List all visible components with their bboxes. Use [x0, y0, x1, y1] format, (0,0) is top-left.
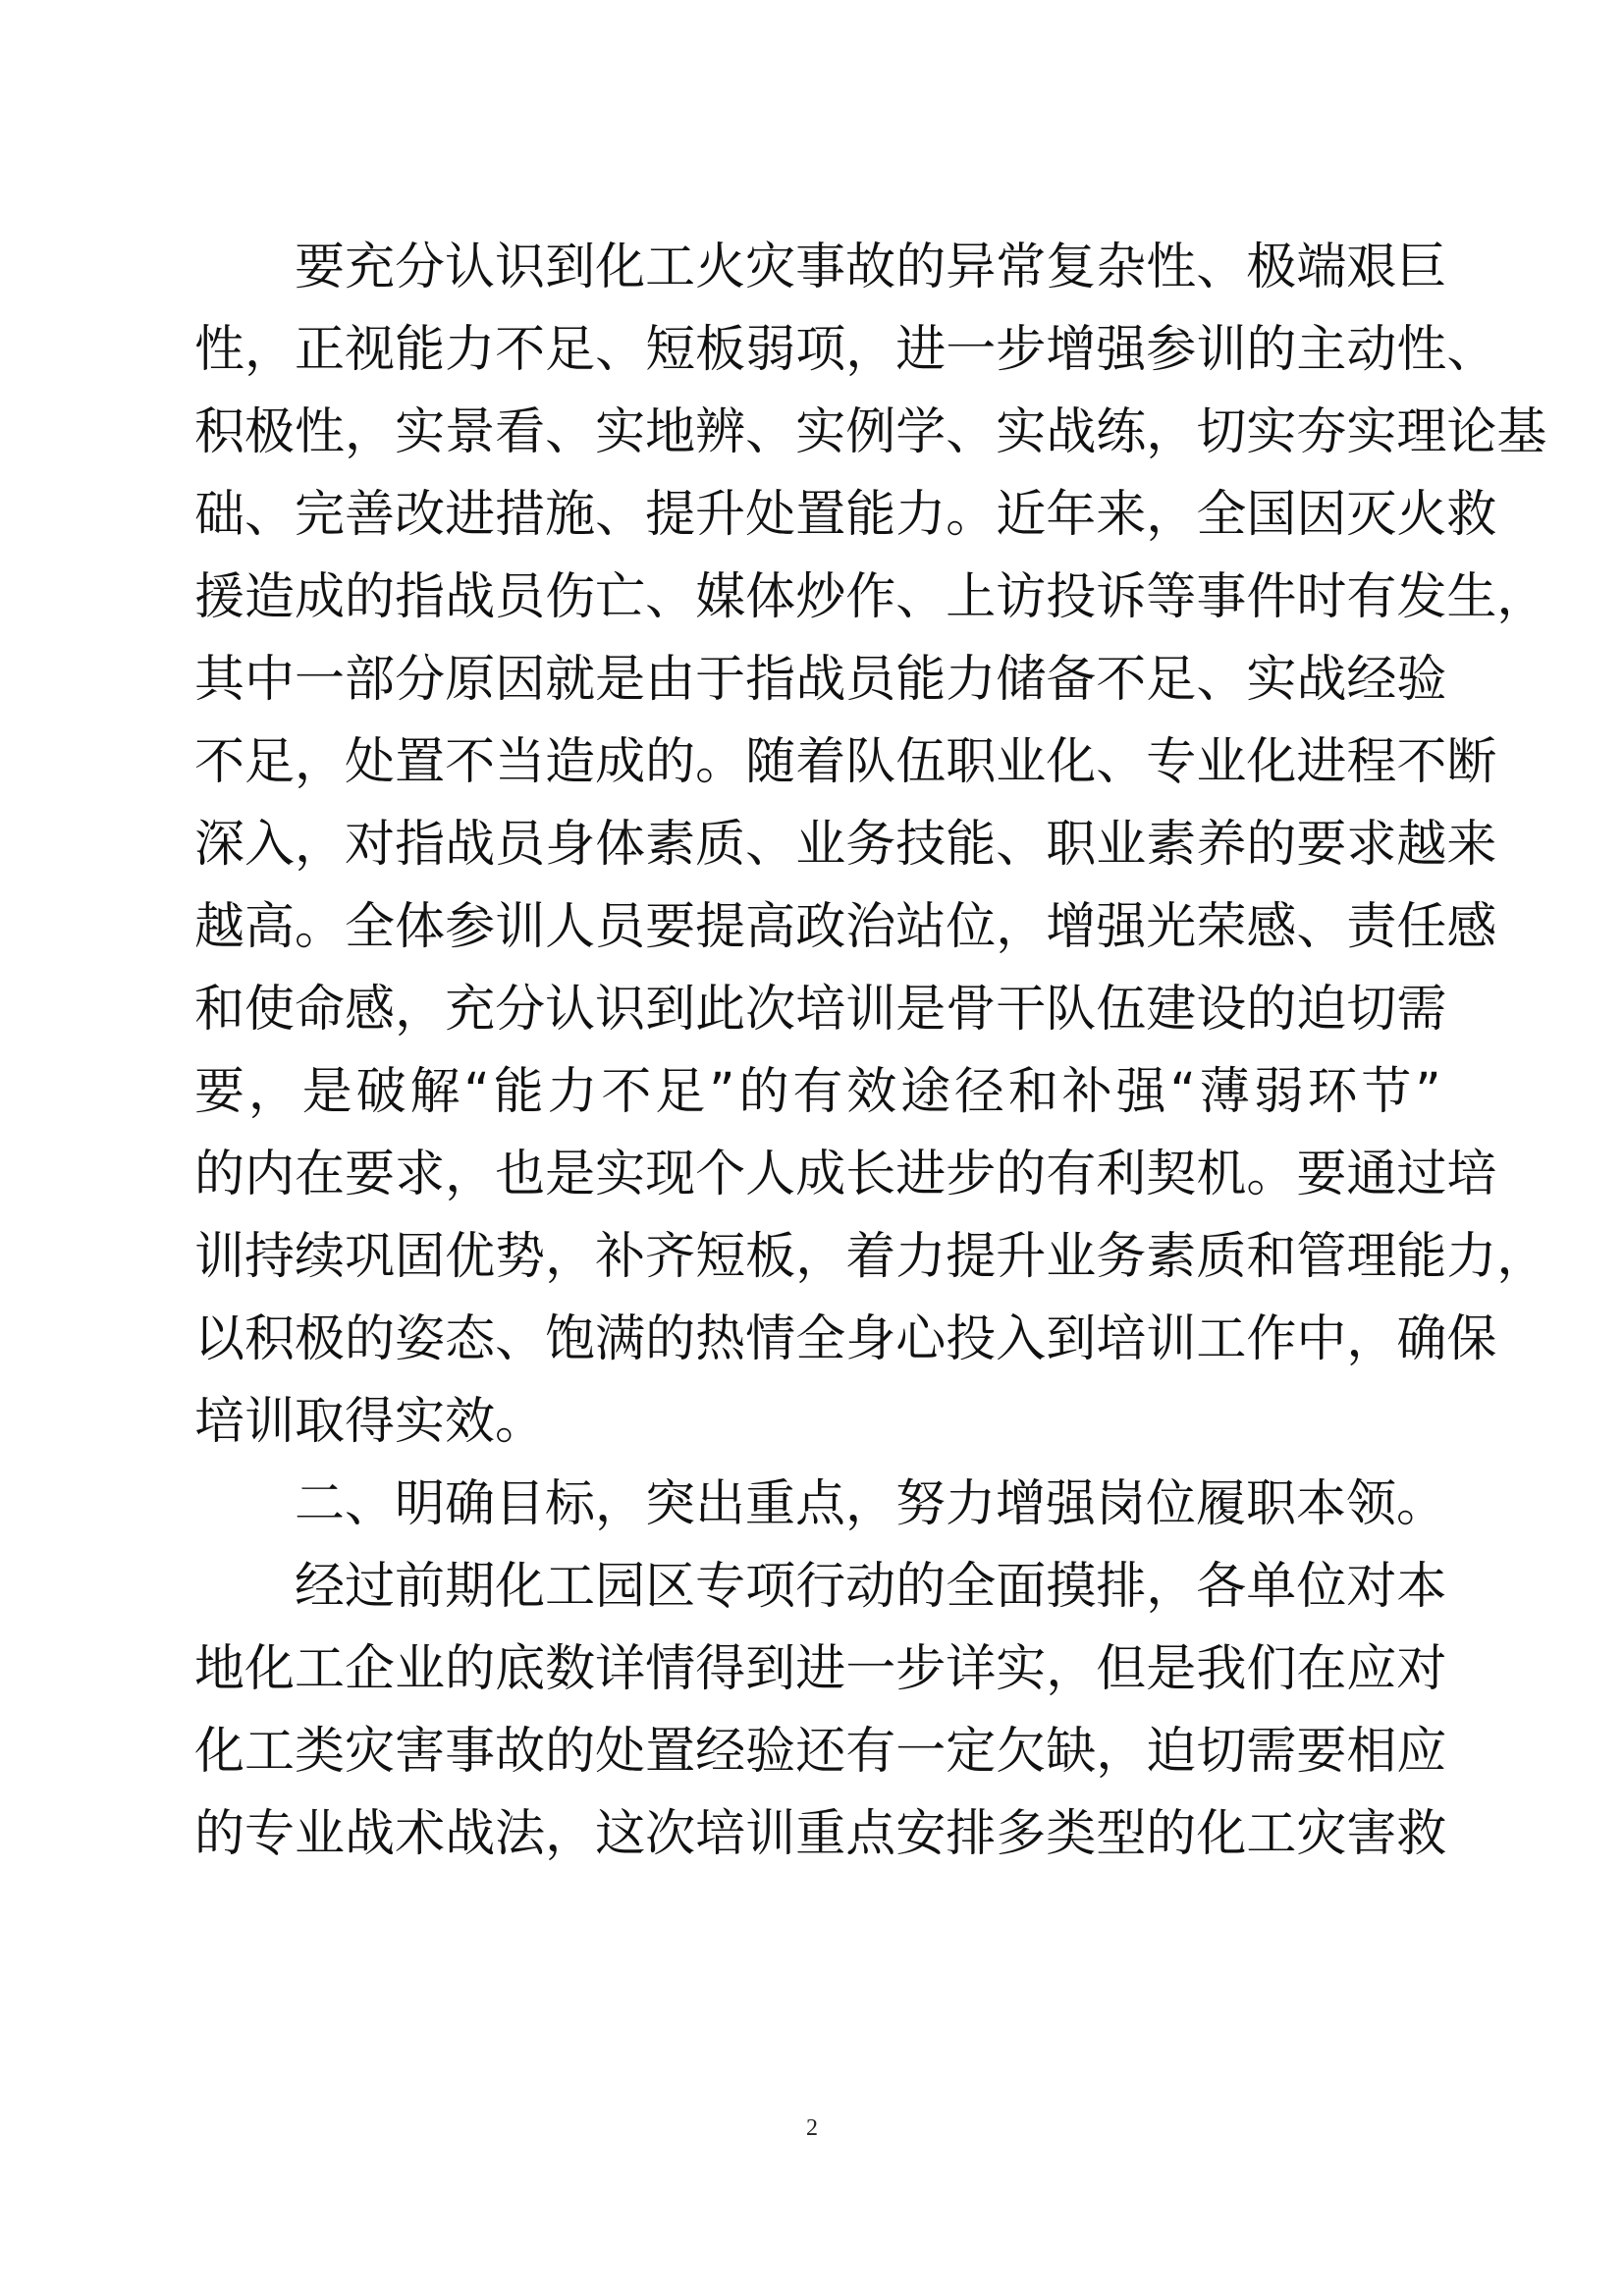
text-line: 要 充 分 认 识 到 化 工 火 灾 事 故 的 异 常 复 杂 性 、 极 端 艰 巨: [295, 238, 1447, 296]
text-line: 积 极 性 ， 实 景 看 、 实 地 辨 、 实 例 学 、 实 战 练 ， 切 实 夯 实 理 论 基: [194, 402, 1547, 461]
text-line: 以 积 极 的 姿 态 、 饱 满 的 热 情 全 身 心 投 入 到 培 训 工 作 中 ， 确 保: [194, 1309, 1497, 1368]
text-line: 不 足 ， 处 置 不 当 造 成 的 。 随 着 队 伍 职 业 化 、 专 业 化 进 程 不 断: [194, 732, 1497, 791]
text-line: 的 内 在 要 求 ， 也 是 实 现 个 人 成 长 进 步 的 有 利 契 机 。 要 通 过 培: [194, 1145, 1497, 1203]
text-line: 二、明确目标，突出重点，努力增强岗位履职本领。: [295, 1474, 1447, 1533]
text-line: 援 造 成 的 指 战 员 伤 亡 、 媒 体 炒 作 、 上 访 投 诉 等 事 件 时 有 发 生 ，: [194, 567, 1547, 626]
text-line: 越 高 。 全 体 参 训 人 员 要 提 高 政 治 站 位 ， 增 强 光 荣 感 、 责 任 感: [194, 897, 1497, 956]
text-line: 的 专 业 战 术 战 法 ， 这 次 培 训 重 点 安 排 多 类 型 的 化 工 灾 害 救: [194, 1804, 1447, 1863]
text-line: 要 ， 是 破 解 “ 能 力 不 足 ” 的 有 效 途 径 和 补 强 “ 薄 弱 环 节 ”: [194, 1062, 1441, 1121]
body-text: [194, 226, 1547, 1875]
page-number: 2: [806, 2115, 818, 2141]
text-line: 地 化 工 企 业 的 底 数 详 情 得 到 进 一 步 详 实 ， 但 是 我 们 在 应 对: [194, 1639, 1447, 1698]
text-line: 深 入 ， 对 指 战 员 身 体 素 质 、 业 务 技 能 、 职 业 素 养 的 要 求 越 来: [194, 815, 1497, 874]
text-line: 和 使 命 感 ， 充 分 认 识 到 此 次 培 训 是 骨 干 队 伍 建 设 的 迫 切 需: [194, 980, 1447, 1039]
text-line: 培训取得实效。: [194, 1392, 546, 1451]
text-line: 化 工 类 灾 害 事 故 的 处 置 经 验 还 有 一 定 欠 缺 ， 迫 切 需 要 相 应: [194, 1722, 1447, 1781]
text-line: 性 ， 正 视 能 力 不 足 、 短 板 弱 项 ， 进 一 步 增 强 参 训 的 主 动 性 、: [194, 320, 1497, 379]
text-line: 训 持 续 巩 固 优 势 ， 补 齐 短 板 ， 着 力 提 升 业 务 素 质 和 管 理 能 力 ，: [194, 1227, 1547, 1286]
text-line: 经 过 前 期 化 工 园 区 专 项 行 动 的 全 面 摸 排 ， 各 单 位 对 本: [295, 1557, 1447, 1616]
text-line: 础 、 完 善 改 进 措 施 、 提 升 处 置 能 力 。 近 年 来 ， 全 国 因 灭 火 救: [194, 485, 1497, 544]
text-line: 其 中 一 部 分 原 因 就 是 由 于 指 战 员 能 力 储 备 不 足 、 实 战 经 验: [194, 650, 1447, 709]
